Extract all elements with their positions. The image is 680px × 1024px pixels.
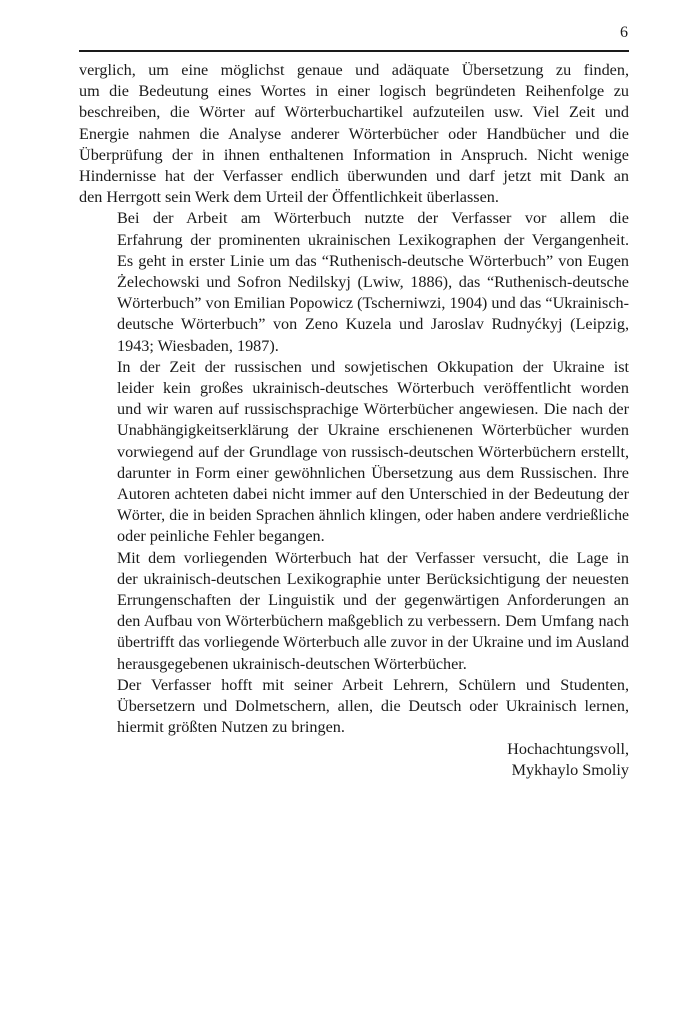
text-line: Erfahrung der prominenten ukrainischen Lexikographen der Vergangenheit. [117,230,629,249]
text-line: Bei der Arbeit am Wörterbuch nutzte der Verfasser vor allem die [117,209,629,228]
text-line: Es geht in erster Linie um das “Ruthenisch-deutsche Wörterbuch” von Eugen [117,251,629,270]
text-line: Errungenschaften der Linguistik und der gegenwärtigen Anforderungen an [117,591,629,610]
signature-closing: Hochachtungsvoll, [507,739,629,758]
header-rule [79,50,629,52]
text-line: beschreiben, die Wörter auf Wörterbuchartikel aufzuteilen usw. Viel Zeit und [79,103,629,122]
text-line: und wir waren auf russischsprachige Wörterbücher angewiesen. Die nach der [117,400,629,419]
text-line: Żelechowski und Sofron Nedilskyj (Lwiw, 1886), das “Ruthenisch-deutsche [117,273,629,292]
paragraph [79,208,629,356]
signature-name: Mykhaylo Smoliy [511,760,629,779]
text-line: oder peinliche Fehler begangen. [117,527,325,546]
text-line: Autoren achteten dabei nicht immer auf den Unterschied in der Bedeutung der [117,485,629,504]
text-line: In der Zeit der russischen und sowjetischen Okkupation der Ukraine ist [117,357,629,376]
text-line: Hindernisse hat der Verfasser endlich überwunden und darf jetzt mit Dank an [79,167,629,186]
text-line: um die Bedeutung eines Wortes in einer logisch begründeten Reihenfolge zu [79,82,629,101]
paragraph [79,60,629,208]
text-line: Der Verfasser hofft mit seiner Arbeit Lehrern, Schülern und Studenten, [117,675,629,694]
text-line: Wörterbuch” von Emilian Popowicz (Tscherniwzi, 1904) und das “Ukrainisch- [117,294,629,313]
text-line: Unabhängigkeitserklärung der Ukraine erschienenen Wörterbücher wurden [117,421,629,440]
paragraph [79,675,629,739]
text-line: Überprüfung der in ihnen enthaltenen Information in Anspruch. Nicht wenige [79,145,629,164]
text-line: übertrifft das vorliegende Wörterbuch alle zuvor in der Ukraine und im Ausland [117,634,629,652]
page-number: 6 [620,24,628,41]
text-line: darunter in Form einer gewöhnlichen Übersetzung aus dem Russischen. Ihre [117,463,629,482]
text-line: deutsche Wörterbuch” von Zeno Kuzela und Jaroslav Rudnyćkyj (Leipzig, [117,315,629,334]
text-line: verglich, um eine möglichst genaue und adäquate Übersetzung zu finden, [79,61,629,79]
text-line: hiermit größten Nutzen zu bringen. [117,718,345,737]
text-line: den Aufbau von Wörterbüchern maßgeblich zu verbessern. Dem Umfang nach [117,612,629,631]
text-line: vorwiegend auf der Grundlage von russisch-deutschen Wörterbüchern erstellt, [117,442,629,461]
text-line: herausgegebenen ukrainisch-deutschen Wörterbücher. [117,654,467,673]
paragraph [79,357,629,548]
text-line: den Herrgott sein Werk dem Urteil der Öffentlichkeit überlassen. [79,188,499,207]
text-line: Energie nahmen die Analyse anderer Wörterbücher oder Handbücher und die [79,124,629,143]
page-content [79,60,629,781]
paragraph [79,548,629,675]
text-line: Wörter, die in beiden Sprachen ähnlich klingen, oder haben andere verdrießliche [117,507,629,525]
paragraphs [79,60,629,739]
signature [79,739,629,781]
text-line: 1943; Wiesbaden, 1987). [117,336,279,355]
text-line: leider kein großes ukrainisch-deutsches Wörterbuch veröffentlicht worden [117,379,629,398]
text-line: Übersetzern und Dolmetschern, allen, die Deutsch oder Ukrainisch lernen, [117,697,629,716]
text-line: Mit dem vorliegenden Wörterbuch hat der Verfasser versucht, die Lage in [117,549,629,567]
text-line: der ukrainisch-deutschen Lexikographie unter Berücksichtigung der neuesten [117,569,629,588]
